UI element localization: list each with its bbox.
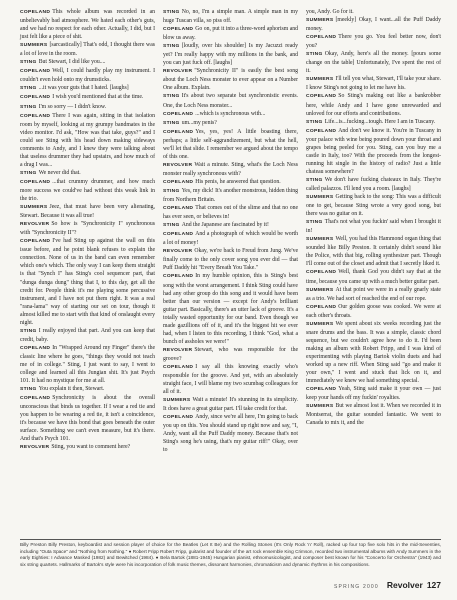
speaker-name: COPELAND xyxy=(163,274,194,280)
dialogue-text: Well, I could hardly play my instrument. I couldn't even hold onto my drumsticks. xyxy=(20,68,155,84)
dialogue-paragraph xyxy=(163,363,298,396)
speaker-name: COPELAND xyxy=(20,239,51,245)
speaker-name: STING xyxy=(20,86,37,92)
dialogue-paragraph xyxy=(20,178,155,203)
dialogue-paragraph xyxy=(306,303,441,320)
dialogue-text: That's not what you fuckin' said when I brought it in! xyxy=(306,219,441,235)
dialogue-text: Life...is...fucking...tough. Here I am in Tuscany. xyxy=(324,118,436,125)
speaker-name: SUMMERS xyxy=(163,398,191,404)
dialogue-text: Getting back to the song: This was a difficult one to get, because Sting wrote a very good song, but there was no guitar on it. xyxy=(306,194,441,218)
speaker-name: SUMMERS xyxy=(306,287,334,293)
dialogue-text: ...it was your guts that I hated. [laughs] xyxy=(38,85,129,92)
issue-season: SPRING 2000 xyxy=(334,584,379,590)
dialogue-text: There you go. You feel better now, don't you? xyxy=(306,34,441,50)
dialogue-paragraph xyxy=(163,42,298,67)
speaker-name: SUMMERS xyxy=(306,237,334,243)
dialogue-paragraph xyxy=(20,112,155,169)
dialogue-paragraph xyxy=(20,203,155,220)
dialogue-paragraph xyxy=(20,67,155,84)
dialogue-paragraph xyxy=(163,204,298,221)
dialogue-paragraph xyxy=(306,193,441,218)
speaker-name: STING xyxy=(20,387,37,393)
dialogue-text: So Sting's making out like a bankrobber here, while Andy and I have gone unrewarded and unloved for our efforts and contributions. xyxy=(306,93,441,117)
speaker-name: REVOLVER xyxy=(20,445,50,451)
speaker-name: COPELAND xyxy=(306,35,337,41)
dialogue-paragraph xyxy=(163,8,298,25)
speaker-name: COPELAND xyxy=(306,270,337,276)
speaker-name: STING xyxy=(306,220,323,226)
dialogue-text: Go on, put it into a three-word aphorism and blow us away. xyxy=(163,26,298,42)
dialogue-text: And don't we know it. You're in Tuscany in your palace with wine being poured down your throat and grapes being peeled for you. Sting, can you buy me a castle in Italy, too? With the proceeds from the longest-running hit single in the history of radio? Just a little chateau somewhere? xyxy=(306,127,441,175)
speaker-name: COPELAND xyxy=(163,27,194,33)
dialogue-paragraph xyxy=(20,8,155,41)
dialogue-text: um...my penis? xyxy=(181,119,217,126)
speaker-name: COPELAND xyxy=(163,415,194,421)
column-3 xyxy=(306,8,441,538)
dialogue-paragraph xyxy=(163,128,298,161)
magazine-name: Revolver xyxy=(386,580,423,590)
speaker-name: REVOLVER xyxy=(163,249,193,255)
dialogue-text: In my humble opinion, this is Sting's best song with the worst arrangement. I think Sting could have had any other group do this song and it would have been better than our version — except for Andy's brilliant guitar part. Basically, there's an utter lack of groove. It's a totally wasted opportunity for our band. Even though we made gazillions off of it, and it's the biggest hit we ever had, when I listen to this recording, I think "God, what a bunch of assholes we were!" xyxy=(163,273,298,345)
dialogue-text: You explain it then, Stewart. xyxy=(38,386,105,393)
speaker-name: COPELAND xyxy=(306,128,337,134)
speaker-name: SUMMERS xyxy=(20,43,48,49)
speaker-name: REVOLVER xyxy=(163,162,193,168)
dialogue-text: Stewart, who was responsible for the groove? xyxy=(163,346,298,362)
speaker-name: STING xyxy=(306,119,323,125)
dialogue-paragraph xyxy=(20,58,155,67)
speaker-name: REVOLVER xyxy=(163,347,193,353)
speaker-name: STING xyxy=(163,44,180,50)
speaker-name: COPELAND xyxy=(163,206,194,212)
dialogue-text: Well, thank God you didn't say that at the time, because you came up with a much better guitar part. xyxy=(306,269,441,285)
speaker-name: SUMMERS xyxy=(306,195,334,201)
dialogue-text: Our golden goose was cooked. We were at each other's throats. xyxy=(306,303,441,319)
dialogue-paragraph xyxy=(20,93,155,102)
dialogue-text: ...that crummy drummer, and how much more success we could've had without this weak link in the trio. xyxy=(20,178,155,203)
speaker-name: COPELAND xyxy=(163,111,194,117)
dialogue-text: "Synchronicity II" is easily the best song about the Loch Ness monster to ever appear on a Number One album. Explain. xyxy=(163,68,298,92)
dialogue-paragraph xyxy=(20,344,155,385)
speaker-name: COPELAND xyxy=(163,179,194,185)
dialogue-text: Synchronicity is about the overall unconscious that binds us together. If I wear a red tie and you happen to be wearing a red tie, it isn't a coincidence, it's because we have this bond that goes beneath the outer surface. Something we can't even measure, but it's there. And that's Psych 101. xyxy=(20,395,155,443)
speaker-name: COPELAND xyxy=(20,179,51,185)
dialogue-paragraph xyxy=(163,346,298,363)
dialogue-paragraph xyxy=(163,92,298,109)
column-1 xyxy=(20,8,155,538)
dialogue-paragraph xyxy=(20,220,155,237)
dialogue-text: Yeah, Sting said make it your own — just keep your hands off my fuckin' royalties. xyxy=(306,386,441,402)
dialogue-text: I'll tell you what, Stewart, I'll take your share. I know Sting's not going to let me have his. xyxy=(306,76,441,92)
dialogue-text: So how is "Synchronicity I" synchronous with "Synchronicity II"? xyxy=(20,221,155,237)
dialogue-text: This whole album was recorded in an unbelievably bad atmosphere. We hated each other's guts, and we had no respect for each other. Actually, I did, but I just felt like a piece of shit. xyxy=(20,9,155,41)
dialogue-text: Well, you had this Hammond organ thing that sounded like Billy Preston. It certainly didn't sound like the Police, with that big, rolling synthesizer part. Though I'll come out of the closet and admit that I secretly liked it. xyxy=(306,236,441,268)
dialogue-text: I say all this knowing exactly who's responsible for the groove. And yet, with an absolutely straight face, I will blame my two scumbag colleagues for all of it. xyxy=(163,363,298,396)
speaker-name: STING xyxy=(163,10,180,15)
dialogue-paragraph xyxy=(163,178,298,187)
dialogue-paragraph xyxy=(163,187,298,204)
dialogue-paragraph xyxy=(163,396,298,413)
dialogue-text: No, no, I'm a simple man. A simple man in my huge Tuscan villa, so piss off. xyxy=(163,9,298,25)
dialogue-paragraph xyxy=(306,176,441,193)
dialogue-paragraph xyxy=(306,286,441,303)
dialogue-paragraph xyxy=(306,385,441,402)
dialogue-paragraph xyxy=(306,320,441,385)
dialogue-paragraph xyxy=(306,235,441,268)
dialogue-text: Jeez, that must have been very alienating, Stewart. Because it was all true! xyxy=(20,204,155,220)
footnotes: Billy Preston Billy Preston, keyboardist and session player of choice for the Beatles (Let It Be) and the Rolling Stones (It's Only Rock 'n' Roll), racked up four top five solo hits in the mid-Seventies, including "Outa Space" and "Nothing from Nothing." ● Robert Fripp Robert Fripp, guitarist and founder of the art rock ensemble King Crimson, recorded two instrumental albums with Andy Summers in the early Eighties: I Advance Masked (1982) and Bewitched (1984). ● Bela Bartok (1881-1945) Hungarian pianist, ethnomusicologist, and composer best known for his "Concerto for Orchestra" (1943) and six string quartets. Hallmarks of Bartok's style were his incorporation of folk music themes, dissonant harmonies, chromaticism and dynamic rhythms in his compositions. xyxy=(20,542,441,567)
dialogue-paragraph xyxy=(20,385,155,394)
dialogue-text: Sting, you want to comment here? xyxy=(51,444,131,451)
speaker-name: STING xyxy=(20,170,37,176)
dialogue-paragraph xyxy=(163,119,298,128)
speaker-name: COPELAND xyxy=(20,345,51,351)
dialogue-paragraph xyxy=(20,237,155,327)
dialogue-paragraph xyxy=(306,402,441,427)
dialogue-text: I really enjoyed that part. And you can keep that credit, baby. xyxy=(20,327,155,343)
dialogue-paragraph xyxy=(20,41,155,58)
dialogue-paragraph xyxy=(306,33,441,50)
dialogue-text: Wait a minute! It's stunning in its simplicity. It does have a great guitar part. I'll take credit for that. xyxy=(163,397,298,413)
dialogue-paragraph xyxy=(163,67,298,92)
speaker-name: COPELAND xyxy=(306,94,337,100)
dialogue-paragraph xyxy=(306,16,441,33)
speaker-name: COPELAND xyxy=(306,387,337,393)
dialogue-paragraph xyxy=(306,75,441,92)
speaker-name: COPELAND xyxy=(306,304,337,310)
article-body xyxy=(20,8,441,538)
speaker-name: STING xyxy=(20,328,37,334)
speaker-name: SUMMERS xyxy=(306,18,334,24)
dialogue-text: There I was again, sitting in that isolation room by myself, looking at my grumpy bandmates in the video monitor. I'd ask, "How was that take, guys?" and I could see Sting with his head down making sideways comments to Andy, and I knew they were talking about that useless drummer they had upstairs, and how much of a drag I was... xyxy=(20,112,155,168)
speaker-name: STING xyxy=(306,52,323,58)
dialogue-paragraph xyxy=(306,127,441,176)
dialogue-text: At that point we were in a really gnarly state as a trio. We had sort of reached the end of our rope. xyxy=(306,286,441,302)
dialogue-paragraph xyxy=(163,272,298,345)
speaker-name: STING xyxy=(306,177,323,183)
dialogue-paragraph xyxy=(306,268,441,285)
dialogue-paragraph xyxy=(20,443,155,452)
dialogue-text: And a photograph of which would be worth a lot of money! xyxy=(163,231,298,247)
dialogue-text: you, Andy. Go for it. xyxy=(306,9,354,15)
speaker-name: COPELAND xyxy=(163,232,194,238)
speaker-name: SUMMERS xyxy=(20,205,48,211)
dialogue-text: Andy, since we're all here, I'm going to back you up on this. You should stand up right now and say, "I, Andy, want all the Puff Daddy money. Because that's not Sting's song he's using, that's my guitar riff!" Okay, over to xyxy=(163,414,298,454)
speaker-name: SUMMERS xyxy=(306,77,334,83)
speaker-name: COPELAND xyxy=(20,95,51,101)
speaker-name: COPELAND xyxy=(163,364,194,370)
dialogue-text: [sarcastically] That's odd, I thought there was a lot of love in the room. xyxy=(20,42,155,58)
dialogue-paragraph xyxy=(306,218,441,235)
dialogue-text: But we almost lost it. When we recorded it in Montserrat, the guitar sounded fantastic. We went to Canada to mix it, and the xyxy=(306,403,441,427)
speaker-name: COPELAND xyxy=(163,129,194,135)
dialogue-paragraph xyxy=(20,84,155,93)
dialogue-text: We never did that. xyxy=(38,169,81,176)
dialogue-text: [loudly, over his shoulder] Is my Jacuzzi ready yet? I'm really happy with my millions in the bank, and you can just fuck off. [laughs] xyxy=(163,43,298,67)
dialogue-paragraph xyxy=(20,103,155,112)
dialogue-paragraph xyxy=(163,230,298,247)
dialogue-text: We don't have fucking chateaux in Italy. They're called palazzos. I'll lend you a room. [laughs] xyxy=(306,176,441,192)
speaker-name: STING xyxy=(163,223,180,229)
speaker-name: REVOLVER xyxy=(163,69,193,75)
dialogue-paragraph xyxy=(306,92,441,117)
dialogue-paragraph xyxy=(163,221,298,230)
page-number: 127 xyxy=(426,580,441,590)
dialogue-paragraph xyxy=(306,8,441,16)
dialogue-text: Wait a minute. Sting, what's the Loch Ness monster really synchronous with? xyxy=(163,161,298,177)
speaker-name: STING xyxy=(163,188,180,194)
dialogue-text: But Stewart, I did like you.... xyxy=(38,59,106,66)
speaker-name: COPELAND xyxy=(20,396,51,402)
dialogue-text: It's about two separate but synchronistic events. One, the Loch Ness monster... xyxy=(163,93,298,109)
speaker-name: STING xyxy=(20,60,37,66)
dialogue-paragraph xyxy=(20,327,155,344)
speaker-name: SUMMERS xyxy=(306,404,334,410)
dialogue-paragraph xyxy=(163,161,298,178)
dialogue-text: I wish you'd mentioned that at the time. xyxy=(52,94,144,101)
dialogue-paragraph xyxy=(20,394,155,443)
footnote-divider xyxy=(20,539,441,540)
speaker-name: REVOLVER xyxy=(20,222,50,228)
dialogue-text: Okay, we're back to Freud from Jung. We've finally come to the only cover song you ever did — that Puff Daddy hit "Every Breath You Take." xyxy=(163,248,298,272)
dialogue-text: ...which is synchronous with... xyxy=(195,110,266,117)
dialogue-text: I've had Sting up against the wall on this issue before, and he point blank refuses to explain the connection. None of us in the band can even remember which one's which. The only way I can keep them straight is that "Synch I" has Sting's cool sequencer part, that "dunga dunga dung" thing that I, to this day, get all the credit for. People think it's me playing some percussive instrument, and I have not put them right. It was a real "rana-lama" way of starting our set on tour, though it almost killed me to start with that kind of onslaught every night. xyxy=(20,238,155,326)
speaker-name: COPELAND xyxy=(20,69,51,75)
dialogue-text: [meekly] Okay, I want...all the Puff Daddy money. xyxy=(306,17,441,33)
dialogue-paragraph xyxy=(163,247,298,272)
dialogue-text: We spent about six weeks recording just the snare drums and the bass. It was a simple, classic chord sequence, but we couldn't agree how to do it. I'd been making an album with Robert Fripp, and I was kind of experimenting with playing Bartok violin duets and had worked up a new riff. When Sting said "go and make it your own," I went and stuck that lick on it, and immediately we knew we had something special. xyxy=(306,320,441,385)
dialogue-paragraph xyxy=(163,110,298,119)
page-footer xyxy=(334,580,441,590)
dialogue-text: That comes out of the slime and that no one has ever seen, or believes in! xyxy=(163,205,298,221)
speaker-name: STING xyxy=(20,104,37,110)
speaker-name: STING xyxy=(163,120,180,126)
dialogue-paragraph xyxy=(306,50,441,75)
dialogue-text: I'm so sorry — I didn't know. xyxy=(38,103,107,110)
speaker-name: SUMMERS xyxy=(306,321,334,327)
dialogue-text: His penis, he answered that question. xyxy=(195,178,281,185)
dialogue-paragraph xyxy=(306,118,441,127)
dialogue-paragraph xyxy=(163,413,298,454)
speaker-name: STING xyxy=(163,94,180,100)
dialogue-text: Okay, Andy, here's all the money. [pours some change on the table] Unfortunately, I've spent the rest of it. xyxy=(306,51,441,75)
column-2 xyxy=(163,8,298,538)
speaker-name: COPELAND xyxy=(20,113,51,119)
speaker-name: COPELAND xyxy=(20,10,51,15)
dialogue-paragraph xyxy=(163,25,298,42)
dialogue-text: Yes, yes, yes! A little boasting there, perhaps; a little self-aggrandizement, but what the hell, we'll let that slide. I remember we argued about the tempo of this one. xyxy=(163,128,298,160)
dialogue-text: Yes, my dick! It's another monstrous, hidden thing from Northern Britain. xyxy=(163,187,298,204)
dialogue-text: In "Wrapped Around my Finger" there's the classic line where he goes, "things they would not teach me of in college." Sting, I just want to say, I went to college and learned all this Jungian shit. It's just Psych 101. It had no mystique for me at all. xyxy=(20,344,155,385)
dialogue-text: And the Japanese are fascinated by it! xyxy=(181,222,269,229)
dialogue-paragraph xyxy=(20,169,155,178)
